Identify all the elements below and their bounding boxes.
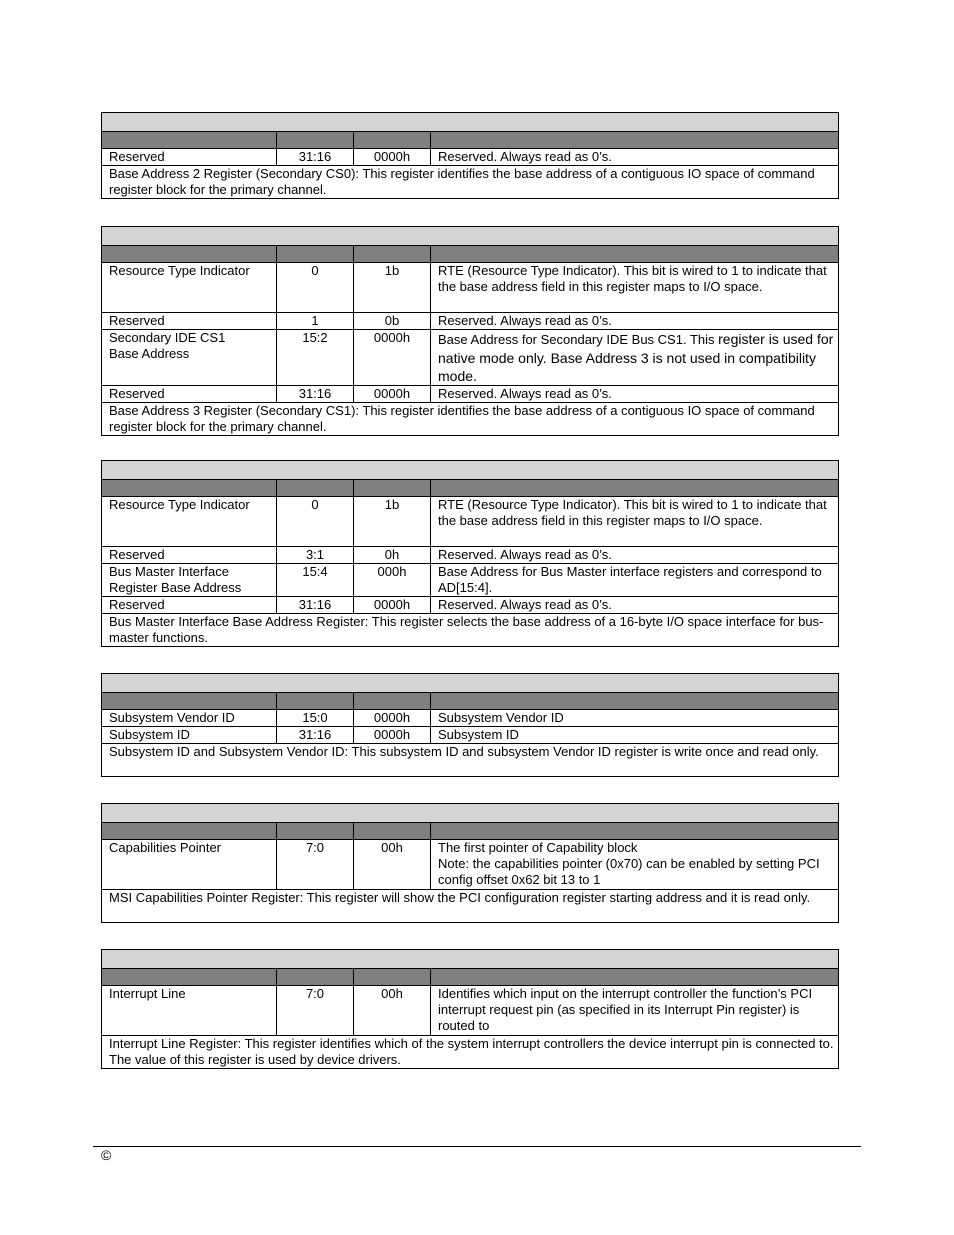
register-note: Base Address 3 Register (Secondary CS1): This register identifies the base address of a contiguous IO space of command register block for the primary channel.: [102, 403, 839, 436]
field-name: Interrupt Line: [102, 986, 277, 1036]
base-address-3-table: [101, 226, 839, 436]
field-name: Reserved: [102, 597, 277, 614]
register-note: Bus Master Interface Base Address Register: This register selects the base address of a 16-byte I/O space interface for bus-master functions.: [102, 614, 839, 647]
description-cell: Reserved. Always read as 0’s.: [431, 386, 839, 403]
bits-cell: 15:4: [277, 564, 354, 597]
table-title-bar: [102, 113, 839, 132]
field-name: Reserved: [102, 313, 277, 330]
default-cell: 1b: [354, 263, 431, 313]
table-row: [102, 986, 839, 1036]
capabilities-pointer-table: [101, 803, 839, 923]
table-title-bar: [102, 461, 839, 480]
bits-cell: 31:16: [277, 149, 354, 166]
register-note: Base Address 2 Register (Secondary CS0): This register identifies the base address of a contiguous IO space of command register block for the primary channel.: [102, 166, 839, 199]
table-row: [102, 386, 839, 403]
table-row: [102, 710, 839, 727]
field-name: Reserved: [102, 547, 277, 564]
default-cell: 0000h: [354, 727, 431, 744]
table-row: [102, 727, 839, 744]
field-name: Subsystem Vendor ID: [102, 710, 277, 727]
field-name-line: Base Address: [109, 346, 190, 361]
subsystem-id-table: [101, 673, 839, 777]
bits-cell: 31:16: [277, 727, 354, 744]
field-name-line: Secondary IDE CS1: [109, 330, 226, 345]
table-row: [102, 840, 839, 890]
bits-cell: 0: [277, 263, 354, 313]
default-cell: 1b: [354, 497, 431, 547]
interrupt-line-table: [101, 949, 839, 1069]
base-address-2-table: [101, 112, 839, 199]
description-cell: RTE (Resource Type Indicator). This bit is wired to 1 to indicate that the base address field in this register maps to I/O space.: [431, 497, 839, 547]
default-cell: 0000h: [354, 330, 431, 386]
description-cell: Base Address for Bus Master interface registers and correspond to AD[15:4].: [431, 564, 839, 597]
table-header-row: [102, 969, 839, 986]
field-name-line: Bus Master Interface: [109, 564, 229, 579]
table-row: [102, 149, 839, 166]
description-cell: Reserved. Always read as 0’s.: [431, 547, 839, 564]
table-row: [102, 497, 839, 547]
default-cell: 000h: [354, 564, 431, 597]
field-name: Reserved: [102, 386, 277, 403]
table-row: [102, 547, 839, 564]
table-row: [102, 263, 839, 313]
table-note-row: [102, 166, 839, 199]
bits-cell: 3:1: [277, 547, 354, 564]
table-note-row: [102, 403, 839, 436]
description-cell: RTE (Resource Type Indicator). This bit is wired to 1 to indicate that the base address field in this register maps to I/O space.: [431, 263, 839, 313]
description-cell: Reserved. Always read as 0’s.: [431, 313, 839, 330]
table-header-row: [102, 246, 839, 263]
table-header-row: [102, 132, 839, 149]
table-row: [102, 330, 839, 386]
table-note-row: [102, 1036, 839, 1069]
field-name: Subsystem ID: [102, 727, 277, 744]
default-cell: 0000h: [354, 149, 431, 166]
table-title-bar: [102, 227, 839, 246]
table-note-row: [102, 614, 839, 647]
field-name: Resource Type Indicator: [102, 497, 277, 547]
default-cell: 0h: [354, 547, 431, 564]
bits-cell: 7:0: [277, 840, 354, 890]
register-note: Subsystem ID and Subsystem Vendor ID: This subsystem ID and subsystem Vendor ID register is write once and read only.: [102, 744, 839, 777]
field-name: Resource Type Indicator: [102, 263, 277, 313]
description-cell: [431, 840, 839, 890]
bits-cell: 15:0: [277, 710, 354, 727]
table-note-row: [102, 744, 839, 777]
default-cell: 0000h: [354, 597, 431, 614]
table-header-row: [102, 693, 839, 710]
default-cell: 0000h: [354, 386, 431, 403]
field-name: [102, 564, 277, 597]
description-cell: Reserved. Always read as 0’s.: [431, 149, 839, 166]
register-note: MSI Capabilities Pointer Register: This register will show the PCI configuration register starting address and it is read only.: [102, 890, 839, 923]
bits-cell: 31:16: [277, 386, 354, 403]
field-name-line: Register Base Address: [109, 580, 242, 595]
description-cell: [431, 330, 839, 386]
table-header-row: [102, 823, 839, 840]
default-cell: 00h: [354, 840, 431, 890]
table-title-bar: [102, 804, 839, 823]
register-note: Interrupt Line Register: This register identifies which of the system interrupt controllers the device interrupt pin is connected to. The value of this register is used by device drivers.: [102, 1036, 839, 1069]
footer-divider: [93, 1146, 861, 1147]
field-name: Capabilities Pointer: [102, 840, 277, 890]
description-text: register is used for native mode only. Base Address 3 is not used in compatibility mode.: [438, 331, 834, 384]
table-note-row: [102, 890, 839, 923]
field-name: [102, 330, 277, 386]
bits-cell: 15:2: [277, 330, 354, 386]
bits-cell: 0: [277, 497, 354, 547]
table-row: [102, 597, 839, 614]
description-line: Note: the capabilities pointer (0x70) can be enabled by setting PCI config offset 0x62 bit 13 to 1: [438, 856, 820, 887]
default-cell: 00h: [354, 986, 431, 1036]
description-cell: Subsystem Vendor ID: [431, 710, 839, 727]
table-row: [102, 564, 839, 597]
bits-cell: 7:0: [277, 986, 354, 1036]
bits-cell: 31:16: [277, 597, 354, 614]
description-text: Base Address for Secondary IDE Bus CS1. This: [438, 332, 719, 347]
field-name: Reserved: [102, 149, 277, 166]
table-title-bar: [102, 950, 839, 969]
description-line: The first pointer of Capability block: [438, 840, 638, 855]
copyright-symbol: ©: [101, 1147, 112, 1163]
bits-cell: 1: [277, 313, 354, 330]
table-header-row: [102, 480, 839, 497]
table-row: [102, 313, 839, 330]
description-cell: Identifies which input on the interrupt controller the function’s PCI interrupt request pin (as specified in its Interrupt Pin register) is routed to: [431, 986, 839, 1036]
description-cell: Subsystem ID: [431, 727, 839, 744]
bus-master-base-table: [101, 460, 839, 647]
default-cell: 0b: [354, 313, 431, 330]
default-cell: 0000h: [354, 710, 431, 727]
description-cell: Reserved. Always read as 0’s.: [431, 597, 839, 614]
table-title-bar: [102, 674, 839, 693]
